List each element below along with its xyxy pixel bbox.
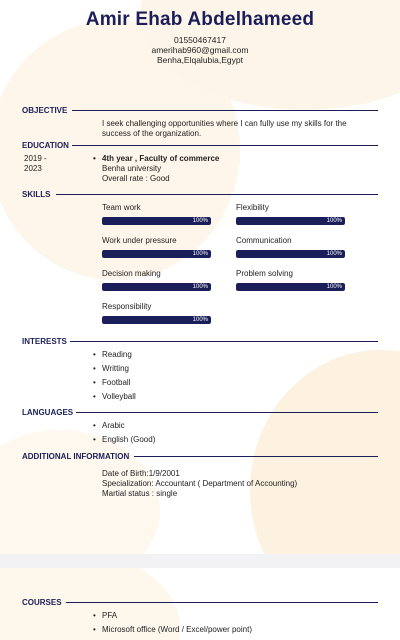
section-title-interests: INTERESTS: [22, 337, 67, 346]
course-item: • PFA: [102, 611, 117, 620]
skill-bar: [236, 250, 345, 258]
phone-number: 01550467417: [173, 35, 226, 45]
skill-bar: [102, 217, 211, 225]
section-divider: [66, 602, 378, 603]
skill-label: Work under pressure: [102, 236, 177, 245]
skill-bar-fill: [102, 250, 211, 258]
skill-bar: [236, 217, 345, 225]
skill-percent: 100%: [192, 218, 208, 224]
section-title-additional-information: ADDITIONAL INFORMATION: [22, 452, 130, 461]
education-rate: Overall rate : Good: [102, 174, 170, 183]
section-divider: [72, 145, 378, 146]
language-item: • Arabic: [102, 421, 125, 430]
skill-bar-fill: [236, 283, 345, 291]
language-item: • English (Good): [102, 435, 155, 444]
home-address: Benha,Elqalubia,Egypt: [156, 55, 243, 65]
skill-label: Communication: [236, 236, 292, 245]
section-title-courses: COURSES: [22, 598, 62, 607]
section-title-education: EDUCATION: [22, 141, 69, 150]
bullet-icon: •: [93, 154, 96, 163]
additional-info-line: Date of Birth:1/9/2001: [102, 469, 180, 478]
objective-text-line: success of the organization.: [102, 129, 202, 138]
skill-percent: 100%: [192, 251, 208, 257]
skill-percent: 100%: [326, 251, 342, 257]
objective-text-line: I seek challenging opportunities where I can fully use my skills for the: [102, 119, 347, 128]
interest-item: • Volleyball: [102, 392, 136, 401]
skill-bar-fill: [102, 283, 211, 291]
skill-percent: 100%: [326, 284, 342, 290]
additional-info-line: Specialization: Accountant ( Department of Accounting): [102, 479, 298, 488]
skill-label: Problem solving: [236, 269, 293, 278]
skill-bar-fill: [102, 217, 211, 225]
skill-percent: 100%: [326, 218, 342, 224]
skill-bar-fill: [102, 316, 211, 324]
education-degree: • 4th year , Faculty of commerce: [93, 154, 220, 163]
candidate-name: Amir Ehab Abdelhameed: [85, 9, 315, 30]
additional-info-line: Martial status : single: [102, 489, 178, 498]
skill-label: Team work: [102, 203, 141, 212]
section-divider: [70, 341, 378, 342]
section-title-objective: OBJECTIVE: [22, 106, 68, 115]
skill-bar: [102, 316, 211, 324]
course-item: • Microsoft office (Word / Excel/power point): [102, 625, 252, 634]
section-divider: [72, 110, 378, 111]
skill-bar: [102, 250, 211, 258]
education-years: 2023: [24, 164, 42, 173]
skill-bar-fill: [236, 217, 345, 225]
interest-item: • Football: [102, 378, 130, 387]
email-address: amerihab960@gmail.com: [151, 45, 249, 55]
interest-item: • Reading: [102, 350, 132, 359]
skill-percent: 100%: [192, 284, 208, 290]
interest-item: • Writting: [102, 364, 129, 373]
skill-label: Flexibility: [236, 203, 269, 212]
section-title-skills: SKILLS: [22, 190, 51, 199]
skill-bar-fill: [236, 250, 345, 258]
section-divider: [56, 194, 378, 195]
section-divider: [76, 412, 378, 413]
resume-page-2: [0, 568, 400, 640]
skill-label: Responsibility: [102, 302, 152, 311]
skill-bar: [102, 283, 211, 291]
skill-bar: [236, 283, 345, 291]
section-divider: [134, 456, 378, 457]
education-years: 2019 -: [24, 154, 47, 163]
education-university: Benha university: [102, 164, 162, 173]
section-title-languages: LANGUAGES: [22, 408, 74, 417]
skill-label: Decision making: [102, 269, 161, 278]
skill-percent: 100%: [192, 317, 208, 323]
